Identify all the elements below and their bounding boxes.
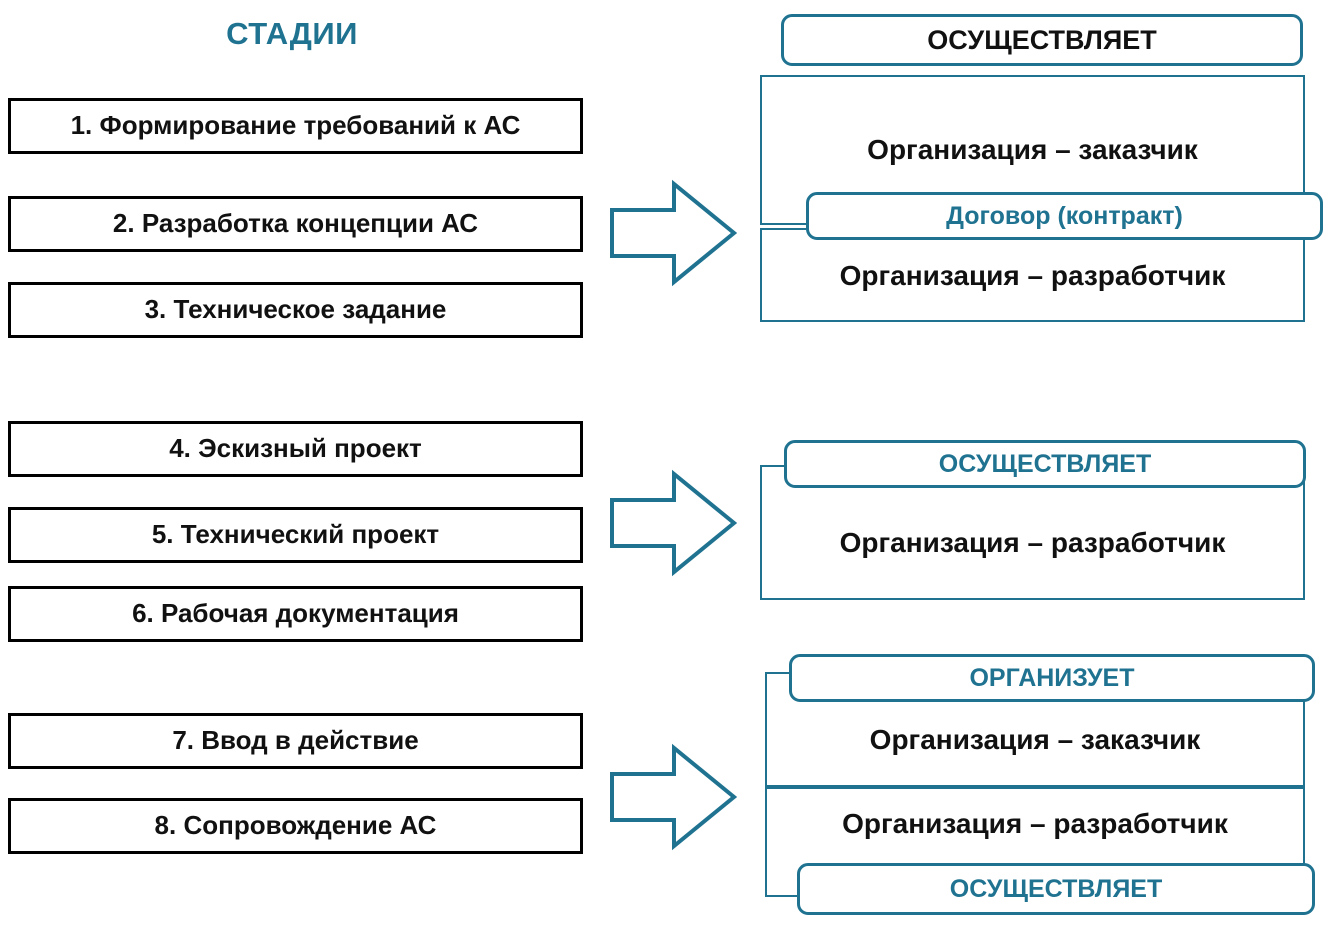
block-1-item-3 bbox=[760, 232, 1305, 320]
block-1-header-label: ОСУЩЕСТВЛЯЕТ bbox=[927, 24, 1157, 55]
block-3-footer-label: ОСУЩЕСТВЛЯЕТ bbox=[949, 874, 1163, 903]
block-2-header bbox=[784, 440, 1306, 488]
block-3-header-label: ОРГАНИЗУЕТ bbox=[969, 663, 1135, 692]
arrow-right-1 bbox=[608, 178, 738, 288]
block-1-item-1 bbox=[760, 95, 1305, 205]
block-3-footer bbox=[797, 863, 1315, 915]
block-1-contract bbox=[806, 192, 1323, 240]
block-1-item-3-label: Организация – разработчик bbox=[839, 260, 1226, 291]
block-2-item-1-label: Организация – разработчик bbox=[839, 526, 1226, 558]
stage-box-1: 1. Формирование требований к АС bbox=[8, 98, 583, 154]
block-1-header bbox=[781, 14, 1303, 66]
stage-box-2: 2. Разработка концепции АС bbox=[8, 196, 583, 252]
block-3-item-1 bbox=[765, 700, 1305, 780]
block-3-item-2 bbox=[765, 790, 1305, 858]
stage-box-8: 8. Сопровождение АС bbox=[8, 798, 583, 854]
block-2-item-1 bbox=[760, 495, 1305, 590]
stages-heading: СТАДИИ bbox=[226, 16, 358, 51]
block-1-contract-label: Договор (контракт) bbox=[946, 201, 1183, 230]
stage-box-5: 5. Технический проект bbox=[8, 507, 583, 563]
block-3-item-2-label: Организация – разработчик bbox=[842, 808, 1228, 839]
block-3-item-1-label: Организация – заказчик bbox=[869, 724, 1201, 755]
block-2-header-label: ОСУЩЕСТВЛЯЕТ bbox=[938, 449, 1152, 478]
stage-box-7: 7. Ввод в действие bbox=[8, 713, 583, 769]
stage-box-4: 4. Эскизный проект bbox=[8, 421, 583, 477]
block-1-item-1-label: Организация – заказчик bbox=[867, 134, 1198, 165]
stage-box-6: 6. Рабочая документация bbox=[8, 586, 583, 642]
arrow-right-2 bbox=[608, 468, 738, 578]
block-3-header bbox=[789, 654, 1315, 702]
stage-box-3: 3. Техническое задание bbox=[8, 282, 583, 338]
arrow-right-3 bbox=[608, 742, 738, 852]
